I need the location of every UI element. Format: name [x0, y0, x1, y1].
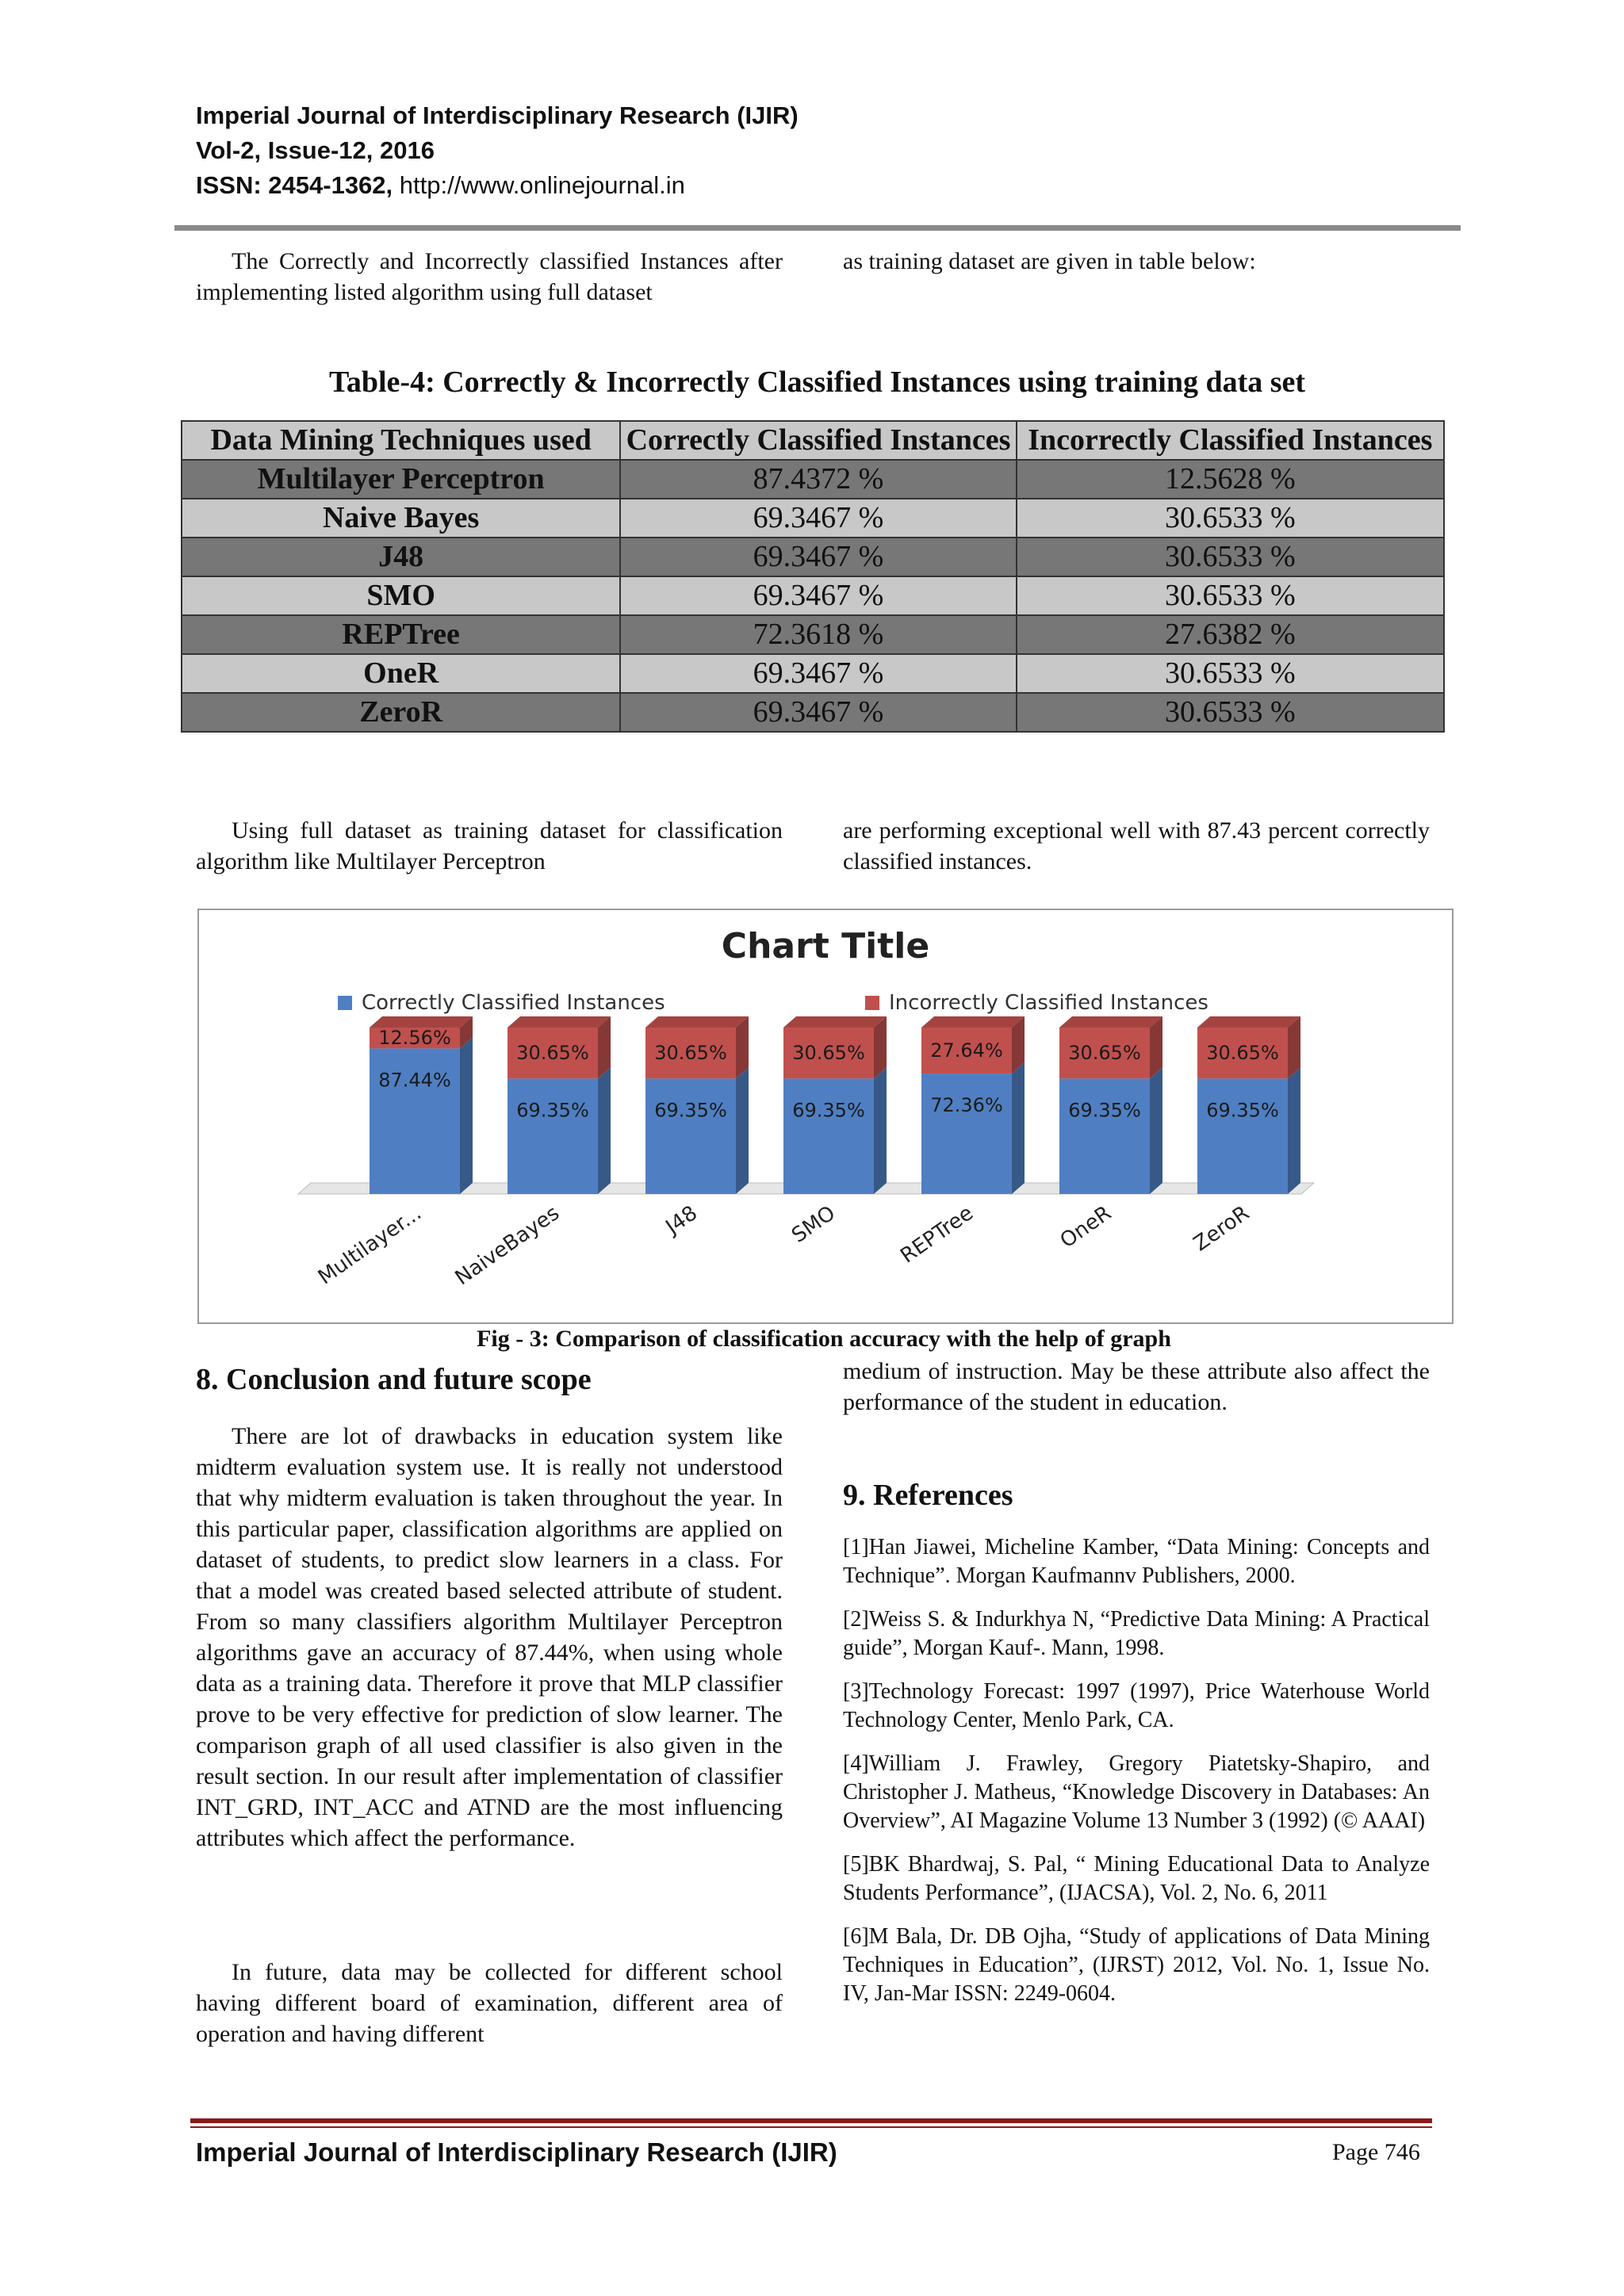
- bar-side: [874, 1067, 887, 1194]
- bar-top: [1059, 1016, 1162, 1027]
- data-label: 69.35%: [792, 1099, 865, 1122]
- incorrect-cell: 30.6533 %: [1017, 499, 1444, 538]
- data-label: 69.35%: [1068, 1099, 1141, 1122]
- table-row: [182, 499, 1444, 538]
- data-label: 12.56%: [378, 1027, 451, 1050]
- table-header-row: [182, 421, 1444, 460]
- data-label: 69.35%: [654, 1099, 727, 1122]
- reference-item: [1]Han Jiawei, Micheline Kamber, “Data Mining: Concepts and Technique”. Morgan Kaufmannv Publishers, 2000.: [843, 1535, 1430, 1588]
- conclusion-paragraph: There are lot of drawbacks in education system like midterm evaluation system use. It is really not understood that why midterm evaluation is taken throughout the year. In this particular paper, classification algorithms are applied on dataset of students, to predict slow learners in a class. For that a model was created based selected attribute of student. From so many classifiers algorithm Multilayer Perceptron algorithms gave an accuracy of 87.44%, when using whole data as a training data. Therefore it prove that MLP classifier prove to be very effective for prediction of slow learner. The comparison graph of all used classifier is also given in the result section. In our result after implementation of classifier INT_GRD, INT_ACC and ATND are the most influencing attributes which affect the performance.: [196, 1423, 783, 1851]
- reference-item: [3]Technology Forecast: 1997 (1997), Price Waterhouse World Technology Center, Menlo Park, CA.: [843, 1679, 1430, 1732]
- table-title: Table-4: Correctly & Incorrectly Classified Instances using training data set: [329, 365, 1306, 399]
- incorrect-cell: 30.6533 %: [1017, 538, 1444, 576]
- category-label: Multilayer...: [313, 1201, 427, 1290]
- data-label: 30.65%: [792, 1042, 865, 1065]
- bar-segment: [783, 1078, 874, 1194]
- bar-segment: [1197, 1078, 1288, 1194]
- category-label: REPTree: [896, 1201, 979, 1269]
- bar-side: [736, 1067, 749, 1194]
- results-right-text: are performing exceptional well with 87.43 percent correctly classified instances.: [843, 817, 1430, 874]
- bar-top: [783, 1016, 887, 1027]
- table-row: [182, 538, 1444, 576]
- bar-side: [1012, 1062, 1025, 1194]
- technique-cell: Naive Bayes: [182, 499, 620, 538]
- table-row: [182, 693, 1444, 732]
- journal-url[interactable]: http://www.onlinejournal.in: [393, 171, 685, 199]
- correct-cell: 87.4372 %: [620, 460, 1016, 499]
- references-list: [843, 1533, 1430, 2008]
- legend-label: Correctly Classified Instances: [362, 991, 665, 1015]
- bar-segment: [1059, 1078, 1150, 1194]
- data-label: 30.65%: [516, 1042, 589, 1065]
- data-label: 72.36%: [930, 1094, 1003, 1117]
- bar-segment: [921, 1073, 1012, 1194]
- bar-side: [1150, 1067, 1162, 1194]
- future-paragraph-continued: medium of instruction. May be these attribute also affect the performance of the student in education.: [843, 1358, 1430, 1415]
- reference-item: [6]M Bala, Dr. DB Ojha, “Study of applications of Data Mining Techniques in Education”, (IJRST) 2012, Vol. No. 1, Issue No. IV, Jan-Mar ISSN: 2249-0604.: [843, 1924, 1430, 2006]
- data-label: 27.64%: [930, 1039, 1003, 1062]
- chart-title: Chart Title: [721, 926, 930, 966]
- bar-top: [921, 1016, 1025, 1027]
- intro-right-text: as training dataset are given in table below:: [843, 248, 1256, 274]
- legend-label: Incorrectly Classified Instances: [889, 991, 1208, 1015]
- data-label: 69.35%: [516, 1099, 589, 1122]
- future-paragraph: In future, data may be collected for different school having different board of examination, different area of operation and having different: [196, 1959, 783, 2047]
- incorrect-cell: 30.6533 %: [1017, 693, 1444, 732]
- table-row: [182, 576, 1444, 615]
- category-label: NaiveBayes: [450, 1201, 565, 1291]
- table-header-cell: Incorrectly Classified Instances: [1017, 421, 1444, 460]
- bar-segment: [508, 1078, 598, 1194]
- technique-cell: Multilayer Perceptron: [182, 460, 620, 499]
- incorrect-cell: 12.5628 %: [1017, 460, 1444, 499]
- footer-journal: Imperial Journal of Interdisciplinary Research (IJIR): [196, 2137, 837, 2167]
- table-row: [182, 654, 1444, 693]
- technique-cell: J48: [182, 538, 620, 576]
- data-label: 87.44%: [378, 1069, 451, 1092]
- bar-top: [508, 1016, 611, 1027]
- table-header-cell: Data Mining Techniques used: [182, 421, 620, 460]
- journal-title: Imperial Journal of Interdisciplinary Research (IJIR): [196, 101, 799, 129]
- reference-item: [5]BK Bhardwaj, S. Pal, “ Mining Educational Data to Analyze Students Performance”, (IJACSA), Vol. 2, No. 6, 2011: [843, 1852, 1430, 1905]
- technique-cell: OneR: [182, 654, 620, 693]
- results-left-text: Using full dataset as training dataset for classification algorithm like Multilayer Perceptron: [196, 817, 783, 874]
- table-row: [182, 615, 1444, 654]
- journal-volume: Vol-2, Issue-12, 2016: [196, 136, 435, 164]
- category-label: J48: [661, 1201, 703, 1240]
- category-label: OneR: [1055, 1201, 1116, 1253]
- bar-top: [1197, 1016, 1300, 1027]
- journal-header: [196, 98, 799, 203]
- data-label: 30.65%: [654, 1042, 727, 1065]
- footer-rule-thin: [190, 2126, 1432, 2128]
- bar-segment: [645, 1078, 736, 1194]
- bar-top: [370, 1016, 473, 1027]
- technique-cell: SMO: [182, 576, 620, 615]
- technique-cell: REPTree: [182, 615, 620, 654]
- incorrect-cell: 27.6382 %: [1017, 615, 1444, 654]
- category-label: SMO: [787, 1201, 841, 1248]
- data-label: 30.65%: [1068, 1042, 1141, 1065]
- header-rule: [174, 225, 1461, 231]
- bar-side: [1288, 1067, 1300, 1194]
- legend-swatch: [338, 996, 352, 1010]
- technique-cell: ZeroR: [182, 693, 620, 732]
- correct-cell: 72.3618 %: [620, 615, 1016, 654]
- footer-rule: [190, 2118, 1432, 2123]
- legend-swatch: [865, 996, 879, 1010]
- page-number: Page 746: [1332, 2139, 1420, 2165]
- stacked-bar-chart: [199, 910, 1452, 1322]
- correct-cell: 69.3467 %: [620, 538, 1016, 576]
- incorrect-cell: 30.6533 %: [1017, 576, 1444, 615]
- figure-caption: Fig - 3: Comparison of classification accuracy with the help of graph: [477, 1326, 1171, 1352]
- category-label: ZeroR: [1189, 1201, 1254, 1257]
- references-heading: 9. References: [843, 1479, 1013, 1512]
- classification-table: [181, 420, 1445, 733]
- bar-side: [598, 1067, 611, 1194]
- intro-left-text: The Correctly and Incorrectly classified Instances after implementing listed algorithm using full dataset: [196, 248, 783, 305]
- reference-item: [4]William J. Frawley, Gregory Piatetsky-Shapiro, and Christopher J. Matheus, “Knowledge Discovery in Databases: An Overview”, AI Magazine Volume 13 Number 3 (1992) (© AAAI): [843, 1751, 1430, 1833]
- bar-top: [645, 1016, 749, 1027]
- table-header-cell: Correctly Classified Instances: [620, 421, 1016, 460]
- correct-cell: 69.3467 %: [620, 499, 1016, 538]
- data-label: 69.35%: [1206, 1099, 1279, 1122]
- data-label: 30.65%: [1206, 1042, 1279, 1065]
- bar-side: [460, 1037, 473, 1194]
- reference-item: [2]Weiss S. & Indurkhya N, “Predictive Data Mining: A Practical guide”, Morgan Kauf-. Mann, 1998.: [843, 1607, 1430, 1660]
- correct-cell: 69.3467 %: [620, 576, 1016, 615]
- incorrect-cell: 30.6533 %: [1017, 654, 1444, 693]
- chart-frame: [197, 909, 1454, 1324]
- correct-cell: 69.3467 %: [620, 693, 1016, 732]
- section-heading: 8. Conclusion and future scope: [196, 1363, 592, 1396]
- table-row: [182, 460, 1444, 499]
- journal-issn: ISSN: 2454-1362,: [196, 171, 393, 199]
- correct-cell: 69.3467 %: [620, 654, 1016, 693]
